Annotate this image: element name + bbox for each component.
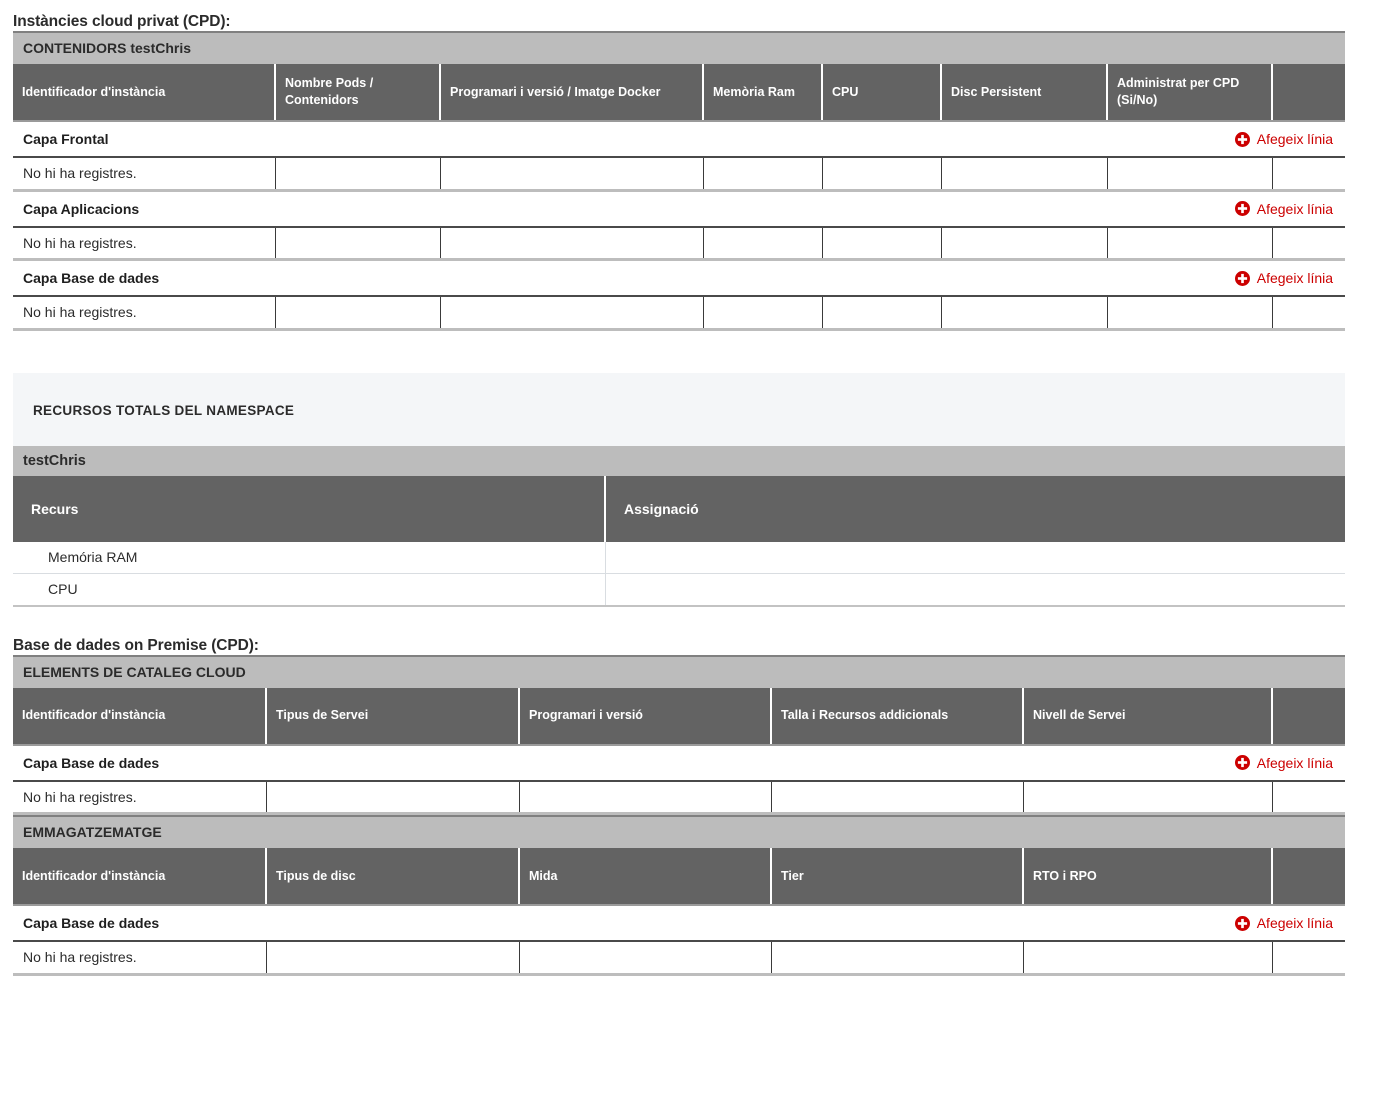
recursos-caption: testChris [13, 446, 1345, 476]
table-row-cpu [13, 574, 1345, 606]
cell [822, 157, 941, 190]
col-mida: Mida [519, 848, 771, 905]
cell [1023, 781, 1272, 814]
col-rto-rpo: RTO i RPO [1023, 848, 1272, 905]
group-label-capa-base-de-dades: Capa Base de dades [23, 754, 160, 771]
recurs-name: Memória RAM [13, 542, 605, 574]
cell [266, 941, 519, 974]
section-title-on-premise: Base de dades on Premise (CPD): [13, 636, 259, 654]
table-caption-row [13, 816, 1345, 848]
cell [1023, 941, 1272, 974]
cell [1272, 157, 1345, 190]
table-header-row [13, 64, 1345, 121]
cell [1107, 227, 1272, 260]
group-row-capa-aplicacions [13, 190, 1345, 227]
col-cpu: CPU [822, 64, 941, 121]
recurs-assignacio[interactable] [605, 574, 1345, 606]
add-line-button-cataleg[interactable] [1235, 755, 1333, 771]
recurs-name: CPU [13, 574, 605, 606]
table-row-empty-capa-aplicacions [13, 227, 1345, 260]
group-row-capa-base-de-dades-emmagatzematge [13, 905, 1345, 941]
empty-message: No hi ha registres. [13, 157, 275, 190]
cell [440, 157, 703, 190]
col-nombre-pods: Nombre Pods / Contenidors [275, 64, 440, 121]
add-line-label: Afegeix línia [1256, 915, 1333, 931]
col-tier: Tier [771, 848, 1023, 905]
recursos-header-row [13, 476, 1345, 542]
cell [771, 781, 1023, 814]
plus-circle-icon [1235, 201, 1250, 216]
col-identificador: Identificador d'instància [13, 64, 275, 121]
table-header-row [13, 848, 1345, 905]
cell [275, 296, 440, 329]
col-talla-recursos: Talla i Recursos addicionals [771, 688, 1023, 745]
add-line-label: Afegeix línia [1256, 200, 1334, 217]
add-line-label: Afegeix línia [1256, 754, 1334, 771]
cell [941, 157, 1107, 190]
col-recurs: Recurs [13, 476, 605, 542]
cell [1272, 781, 1345, 814]
table-row-empty-emmagatzematge [13, 941, 1345, 974]
cell [703, 296, 822, 329]
cell [1272, 941, 1345, 974]
plus-circle-icon [1235, 755, 1250, 770]
recursos-table [13, 446, 1345, 607]
add-line-button-emmagatzematge[interactable] [1235, 915, 1333, 931]
col-identificador: Identificador d'instància [13, 688, 266, 745]
cell [1272, 296, 1345, 329]
emmagatzematge-table [13, 815, 1345, 976]
elements-cataleg-cloud-table [13, 655, 1345, 816]
table-row-empty-capa-frontal [13, 157, 1345, 190]
contenidors-caption: CONTENIDORS testChris [13, 32, 1345, 64]
cell [275, 227, 440, 260]
cell [941, 296, 1107, 329]
col-disc-persistent: Disc Persistent [941, 64, 1107, 121]
col-tipus-disc: Tipus de disc [266, 848, 519, 905]
cell [519, 941, 771, 974]
group-label-capa-aplicacions: Capa Aplicacions [23, 200, 140, 217]
table-row-memoria-ram [13, 542, 1345, 574]
cell [275, 157, 440, 190]
col-programari: Programari i versió / Imatge Docker [440, 64, 703, 121]
report-page [0, 13, 1375, 976]
elements-cataleg-caption: ELEMENTS DE CATALEG CLOUD [13, 656, 1345, 688]
col-identificador: Identificador d'instància [13, 848, 266, 905]
col-tipus-servei: Tipus de Servei [266, 688, 519, 745]
cell [941, 227, 1107, 260]
cell [822, 296, 941, 329]
col-programari-versio: Programari i versió [519, 688, 771, 745]
add-line-label: Afegeix línia [1256, 270, 1334, 286]
col-nivell-servei: Nivell de Servei [1023, 688, 1272, 745]
emmagatzematge-caption: EMMAGATZEMATGE [13, 816, 1345, 848]
plus-circle-icon [1235, 916, 1250, 931]
contenidors-table [13, 31, 1345, 331]
cell [703, 157, 822, 190]
col-actions [1272, 848, 1345, 905]
group-row-capa-base-de-dades-cataleg [13, 745, 1345, 781]
recursos-caption-row [13, 446, 1345, 476]
cell [440, 227, 703, 260]
add-line-button-capa-base-de-dades[interactable] [1235, 270, 1333, 286]
cell [822, 227, 941, 260]
add-line-button-capa-frontal[interactable] [1235, 131, 1333, 147]
group-row-capa-frontal [13, 121, 1345, 157]
section-title-cloud-privat: Instàncies cloud privat (CPD): [13, 13, 231, 30]
table-row-empty-cataleg [13, 781, 1345, 814]
group-label-capa-frontal: Capa Frontal [23, 131, 109, 147]
cell [266, 781, 519, 814]
table-row-empty-capa-base-de-dades [13, 296, 1345, 329]
col-memoria-ram: Memòria Ram [703, 64, 822, 121]
empty-message: No hi ha registres. [13, 941, 266, 974]
recursos-panel-title: RECURSOS TOTALS DEL NAMESPACE [33, 402, 295, 418]
recursos-panel [13, 373, 1345, 607]
empty-message: No hi ha registres. [13, 781, 266, 814]
group-row-capa-base-de-dades [13, 260, 1345, 297]
plus-circle-icon [1235, 271, 1250, 286]
group-label-capa-base-de-dades: Capa Base de dades [23, 915, 160, 931]
table-caption-row [13, 32, 1345, 64]
table-header-row [13, 688, 1345, 745]
cell [1107, 157, 1272, 190]
add-line-label: Afegeix línia [1256, 131, 1334, 147]
col-assignacio: Assignació [605, 476, 1345, 542]
col-administrat-cpd: Administrat per CPD (Si/No) [1107, 64, 1272, 121]
cell [440, 296, 703, 329]
add-line-button-capa-aplicacions[interactable] [1235, 201, 1333, 217]
cell [703, 227, 822, 260]
group-label-capa-base-de-dades: Capa Base de dades [23, 270, 160, 286]
empty-message: No hi ha registres. [13, 296, 275, 329]
cell [1272, 227, 1345, 260]
plus-circle-icon [1235, 132, 1250, 147]
cell [771, 941, 1023, 974]
col-actions [1272, 64, 1345, 121]
recurs-assignacio[interactable] [605, 542, 1345, 574]
cell [1107, 296, 1272, 329]
cell [519, 781, 771, 814]
table-caption-row [13, 656, 1345, 688]
empty-message: No hi ha registres. [13, 227, 275, 260]
col-actions [1272, 688, 1345, 745]
